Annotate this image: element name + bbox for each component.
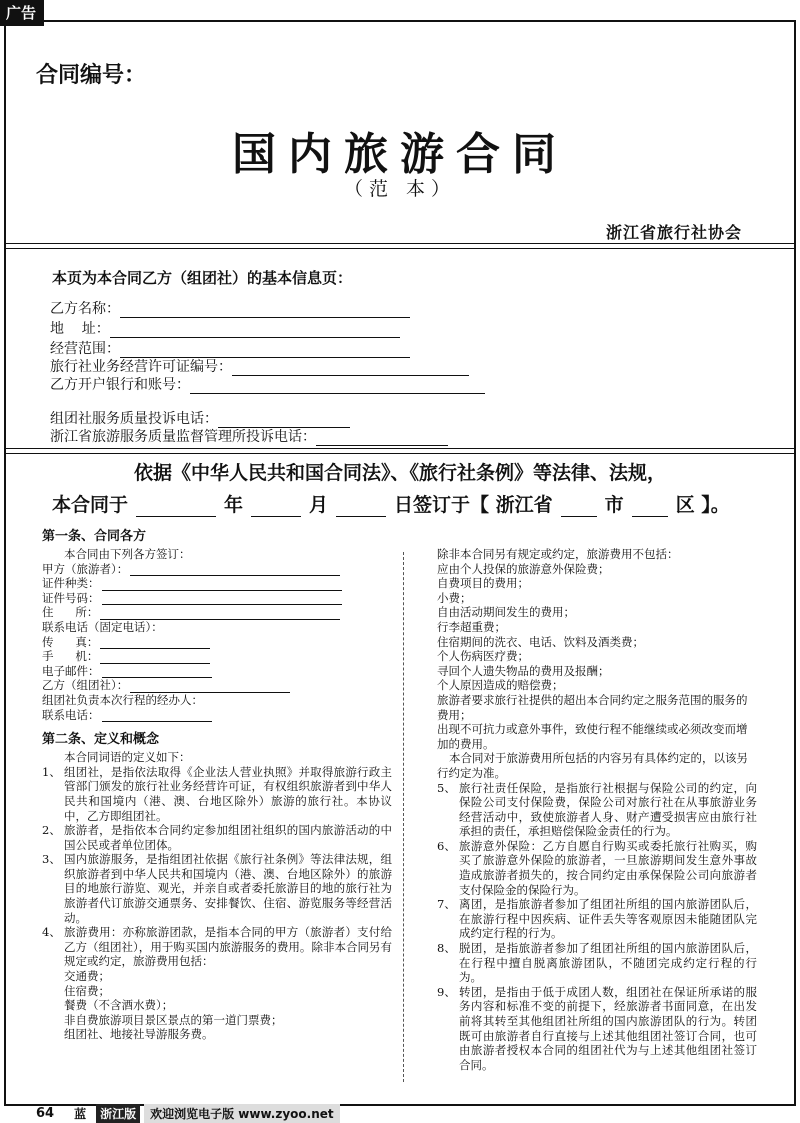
definition-item: 1、 组团社，是指依法取得《企业法人营业执照》并取得旅游行政主管部门颁发的旅行社业务经营许可证，有权组织旅游者到中华人民共和国境内（港、澳、台地区除外）旅游的旅行社。本协议中，乙方即组团社。 (42, 764, 392, 823)
info-page-heading: 本页为本合同乙方（组团社）的基本信息页： (52, 269, 353, 287)
definition-item: 6、 旅游意外保险：乙方自愿自行购买或委托旅行社购买，购买了旅游意外保险的旅游者，一旦旅游期间发生意外事故造成旅游者损失的，按合同约定由承保保险公司向旅游者支付保险金的保险行为。 (437, 838, 757, 897)
column-divider (403, 552, 404, 1082)
definition-item: 3、 国内旅游服务，是指组团社依据《旅行社条例》等法律法规，组织旅游者到中华人民共和国境内（港、澳、台地区除外）的旅游目的地旅行游览、观光，并亲自或者委托旅游目的地的旅行社为旅游者代订旅游交通票务、安排餐饮、住宿、游览服务等经营活动。 (42, 852, 392, 925)
page-title: 国内旅游合同 (232, 129, 568, 180)
definition-item: 5、 旅行社责任保险，是指旅行社根据与保险公司的约定，向保险公司支付保险费，保险公司对旅行社在从事旅游业务经营活动中，致使旅游者人身、财产遭受损害应由旅行社承担的责任，承担赔偿保险金责任的行为。 (437, 780, 757, 839)
field-address: 地 址： (50, 318, 400, 338)
fee-list-item: 餐费（不含酒水费）； (64, 998, 174, 1013)
fee-list-item: 交通费； (64, 969, 110, 984)
field-mobile: 手 机： (42, 649, 392, 664)
preamble-line-1: 依据《中华人民共和国合同法》、《旅行社条例》等法律、法规， (133, 462, 666, 484)
exclusion-line: 个人伤病医疗费； (437, 649, 529, 664)
contract-number-label: 合同编号： (36, 63, 147, 88)
field-landline: 联系电话（固定电话）： (42, 619, 163, 634)
field-complaint-phone: 组团社服务质量投诉电话： (50, 408, 350, 428)
definition-item: 9、 转团，是指由于低于成团人数，组团社在保证所承诺的服务内容和标准不变的前提下，经旅游者书面同意，在出发前将其转至其他组团社所组的国内旅游团队的行为。转团既可由旅游者自行直接与上述其他组团社签订合同，也可由旅游者授权本合同的组团社代为与上述其他组团社签订合同。 (437, 984, 757, 1072)
footer-promo: 欢迎浏览电子版 www.zyoo.net (144, 1104, 340, 1123)
field-email: 电子邮件： (42, 664, 392, 679)
section-2-intro: 本合同词语的定义如下： (64, 750, 191, 765)
fee-list-item: 住宿费； (64, 983, 110, 998)
fee-list-item: 组团社、地接社导游服务费。 (64, 1027, 214, 1042)
preamble-line-2: 本合同于 年 月 日签订于【 浙江省 市 区 】。 (52, 494, 730, 516)
left-column (42, 525, 392, 1042)
right-column (437, 547, 757, 1072)
exclusion-line: 住宿期间的洗衣、电话、饮料及酒类费； (437, 634, 644, 649)
divider (4, 448, 796, 454)
section-2-title: 第二条、定义和概念 (42, 732, 160, 748)
footer-label: 蓝 (74, 1107, 87, 1121)
field-fax: 传 真： (42, 635, 392, 650)
field-id-number: 证件号码： (42, 591, 392, 606)
fee-list-item: 非自费旅游项目景区景点的第一道门票费； (64, 1012, 283, 1027)
field-handler-phone: 联系电话： (42, 708, 392, 723)
divider (4, 243, 796, 249)
field-license-number: 旅行社业务经营许可证编号： (50, 356, 469, 376)
page-footer (36, 1104, 340, 1123)
exclusion-line: 寻回个人遗失物品的费用及报酬； (437, 663, 610, 678)
exclusion-line: 自费项目的费用； (437, 576, 529, 591)
definition-item: 2、 旅游者，是指依本合同约定参加组团社组织的国内旅游活动的中国公民或者单位团体。 (42, 823, 392, 852)
exclusion-line: 除非本合同另有规定或约定，旅游费用不包括： (437, 547, 679, 561)
page-subtitle: （范 本） (343, 178, 457, 200)
field-id-type: 证件种类： (42, 576, 392, 591)
field-party-b-name: 乙方名称： (50, 298, 410, 318)
exclusion-paragraph: 出现不可抗力或意外事件，致使行程不能继续或必须改变而增加的费用。 (437, 722, 748, 751)
field-party-a: 甲方（旅游者）： (42, 562, 392, 577)
section-1-intro: 本合同由下列各方签订： (64, 547, 191, 561)
field-residence: 住 所： (42, 605, 392, 620)
field-business-scope: 经营范围： (50, 338, 410, 358)
definition-item: 4、 旅游费用：亦称旅游团款，是指本合同的甲方（旅游者）支付给乙方（组团社），用于购买国内旅游服务的费用。除非本合同另有规定或约定，旅游费用包括： (42, 925, 392, 969)
definition-item: 8、 脱团，是指旅游者参加了组团社所组的国内旅游团队后，在行程中擅自脱离旅游团队，不随团完成约定行程的行为。 (437, 941, 757, 985)
field-bank-account: 乙方开户银行和账号： (50, 374, 485, 394)
field-handler: 组团社负责本次行程的经办人： (42, 692, 203, 707)
field-party-b: 乙方（组团社）： (42, 678, 392, 693)
exclusion-line: 小费； (437, 590, 472, 605)
definition-item: 7、 离团，是指旅游者参加了组团社所组的国内旅游团队后，在旅游行程中因疾病、证件丢失等客观原因未能随团队完成约定行程的行为。 (437, 897, 757, 941)
exclusion-line: 应由个人投保的旅游意外保险费； (437, 561, 610, 576)
exclusion-paragraph: 本合同对于旅游费用所包括的内容另有具体约定的，以该另行约定为准。 (437, 751, 748, 780)
edition-badge: 浙江版 (96, 1104, 140, 1123)
exclusion-line: 自由活动期间发生的费用； (437, 605, 575, 620)
field-supervision-phone: 浙江省旅游服务质量监督管理所投诉电话： (50, 426, 448, 446)
section-1-title: 第一条、合同各方 (42, 529, 147, 544)
ad-tag: 广告 (0, 0, 44, 26)
exclusion-line: 个人原因造成的赔偿费； (437, 678, 564, 693)
exclusion-paragraph: 旅游者要求旅行社提供的超出本合同约定之服务范围的服务的费用； (437, 692, 748, 722)
exclusion-line: 行李超重费； (437, 619, 506, 634)
association-name: 浙江省旅行社协会 (605, 223, 742, 242)
page-number: 64 (36, 1106, 55, 1121)
